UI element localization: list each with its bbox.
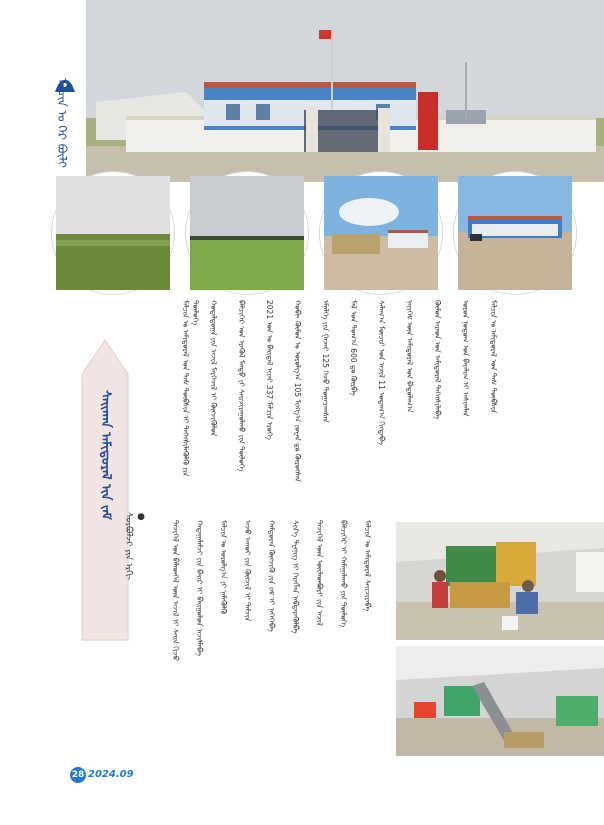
text-column: ᠪᠡᠯᠴᠢᠭᠡᠷ ᠢ ᠬᠠᠮᠠᠭᠠᠯᠠᠬᠤ ᠶᠢᠨ ᠲᠥᠯᠥᠭᠡ xyxy=(339,520,348,628)
text-column: ᠠᠵᠤ ᠠᠬᠤᠢ ᠶᠢᠨ ᠬᠥᠭᠵᠢᠯ ᠢ ᠳᠡᠮᠵᠢᠨ xyxy=(243,520,252,622)
byline: ᠰᠤᠷᠪᠤᠯᠵᠢ ᠶᠢᠨ ᠡᠷᠬᠢ ● xyxy=(123,512,146,580)
text-column: ᠨᠡᠶᠢᠭᠡᠮ ᠦᠨ ᠠᠮᠢᠳᠤᠷᠠᠯ ᠤᠨ ᠪᠠᠲᠤᠯᠠᠭ᠎ᠠ xyxy=(405,300,414,413)
text-column: ᠬᠤᠳᠠᠯᠳᠤᠭᠠ ᠶᠢᠨ ᠠᠵᠢᠯ ᠮᠡᠷᠭᠡᠵᠢᠯ ᠢ ᠬᠥᠭᠵᠢᠭᠦᠯᠦᠨ xyxy=(209,300,218,437)
text-column: ᠬᠤᠪᠢ ᠬᠦᠮᠦᠨ ᠤ ᠣᠷᠤᠯᠭ᠎ᠠ 105 ᠮᠢᠩᠭ᠎ᠠ ᠶᠤᠸᠠᠨ ᠳᠤ ᠬᠦᠷᠦᠭᠰᠡᠨ xyxy=(293,300,302,482)
text-column: ᠬᠠᠮᠲᠤᠷᠠᠨ ᠬᠥᠭᠵᠢᠬᠦ ᠶᠢᠨ ᠵᠠᠮ ᠢ ᠨᠡᠭᠡᠭᠡᠪᠡ xyxy=(267,520,276,632)
body-text-upper xyxy=(180,300,520,496)
hero-photo xyxy=(86,0,604,182)
station-building-photo xyxy=(454,172,576,294)
body-text-lower xyxy=(170,520,386,750)
feed-machine-photo xyxy=(396,646,604,756)
issue-date: 2024.09 xyxy=(88,769,134,780)
text-column: ᠲᠡᠵᠢᠭᠡᠯ ᠤᠨ ᠪᠡᠯᠡᠳᠬᠡᠯ ᠦᠨ ᠠᠵᠢᠯ ᠢ ᠰᠠᠢᠨ ᠬᠢᠵᠦ xyxy=(171,520,180,662)
text-column: ᠮᠠᠯᠴᠢᠨ ᠤ ᠠᠮᠢᠳᠤᠷᠠᠯ ᠤᠨ ᠳᠡᠰ ᠲᠦᠪᠰᠢᠨ xyxy=(489,300,498,414)
text-column: ᠪᠡᠯᠴᠢᠭᠡᠷ ᠤᠨ ᠡᠷᠡᠭᠦᠯ ᠮᠡᠨᠳᠦ ᠶᠢ ᠰᠠᠢᠵᠢᠷᠠᠭᠤᠯᠬᠤ ᠶᠢᠨ ᠲᠥᠯᠥᠭᠡ xyxy=(237,300,246,472)
barn-workers-photo xyxy=(396,522,604,640)
hay-storage-photo xyxy=(320,172,442,294)
section-title: ᠮᠠᠯᠴᠢᠨ ᠤ ᠭᠡᠷ ᠪᠦᠯᠢ xyxy=(55,78,69,168)
text-column: ᠮᠠᠯᠴᠢᠨ ᠤ ᠣᠷᠤᠯᠭ᠎ᠠ ᠶᠢ ᠨᠡᠮᠡᠭᠦᠯᠬᠦ xyxy=(219,520,228,615)
text-column: ᠡᠮᠨᠡᠯᠭᠡ ᠶᠢᠨ ᠭᠠᠵᠠᠷ 125 ᠭᠡᠵᠦ ᠲᠤᠭᠠᠴᠠᠭᠰᠠᠨ xyxy=(321,300,330,423)
text-column: ᠮᠠᠯᠴᠢᠨ ᠤ ᠠᠮᠢᠳᠤᠷᠠᠯ ᠰᠠᠢᠵᠢᠷᠠᠪᠠ xyxy=(363,520,372,612)
text-column: ᠰᠠᠯᠠᠭ᠎ᠠ ᠮᠥᠴᠢᠷ ᠤᠨ ᠠᠵᠢᠯ 11 ᠤᠳᠠᠭ᠎ᠠ ᠬᠢᠭᠳᠡᠪᠡ xyxy=(377,300,386,445)
text-column: ᠮᠠᠯ ᠤᠨ ᠲᠣᠭ᠎ᠠ 600 ᠳᠤ ᠬᠦᠷᠪᠡ xyxy=(349,300,358,396)
grassland-photo-1 xyxy=(52,172,174,294)
grassland-photo-2 xyxy=(186,172,308,294)
text-column: ᠰᠢᠨ᠎ᠡ ᠲᠧᠬᠨᠢᠭ ᠢ ᠬᠡᠷᠡᠭᠯᠡᠨ ᠨᠡᠪᠲᠡᠷᠡᠭᠦᠯᠪᠡ xyxy=(291,520,300,634)
text-column: ᠲᠡᠵᠢᠭᠡᠯ ᠦᠨ ᠦᠢᠯᠡᠳᠪᠦᠷᠢ ᠶᠢᠨ ᠠᠵᠢᠯ xyxy=(315,520,324,626)
page-folio xyxy=(70,764,134,783)
page-number: 28 xyxy=(70,767,86,783)
text-column: ᠬᠠᠳᠠᠭᠠᠯᠠᠮᠵᠢ ᠶᠢᠨ ᠪᠠᠢᠷ ᠢ ᠪᠠᠢᠭᠤᠯᠤᠨ ᠠᠵᠢᠯᠯᠠᠪᠠ xyxy=(195,520,204,656)
headline: ᠰᠠᠢᠬᠠᠨ ᠠᠮᠢᠳᠤᠷᠠᠯ ᠢᠨ ᠵᠠᠮ xyxy=(98,390,113,520)
text-column: ᠬᠦᠮᠦᠨ ᠠᠷᠠᠳ ᠤᠨ ᠠᠮᠢᠳᠤᠷᠠᠯ ᠳᠡᠭᠡᠭᠰᠢᠯᠡᠪᠡ xyxy=(433,300,442,420)
text-column: ᠮᠠᠯᠴᠢᠨ ᠤ ᠠᠮᠢᠳᠤᠷᠠᠯ ᠤᠨ ᠳᠡᠰ ᠲᠦᠪᠰᠢᠨ ᠢ ᠳᠡᠭᠡᠭᠰᠢᠯᠡᠭᠦᠯᠬᠦ ᠶᠢᠨ ᠲᠥᠯᠥᠭᠡ xyxy=(181,300,200,477)
text-column: ᠣᠷᠣᠨ ᠨᠤᠲᠤᠭ ᠤᠨ ᠪᠠᠶᠠᠯᠢᠭ ᠢ ᠠᠰᠢᠭᠯᠠᠨ xyxy=(461,300,470,417)
text-column: 2021 ᠣᠨ ᠤ ᠪᠠᠢᠳᠠᠯ ᠢᠶᠠᠷ 337 ᠮᠠᠯᠴᠢᠨ ᠡᠷᠦᠬᠡ xyxy=(265,300,274,440)
